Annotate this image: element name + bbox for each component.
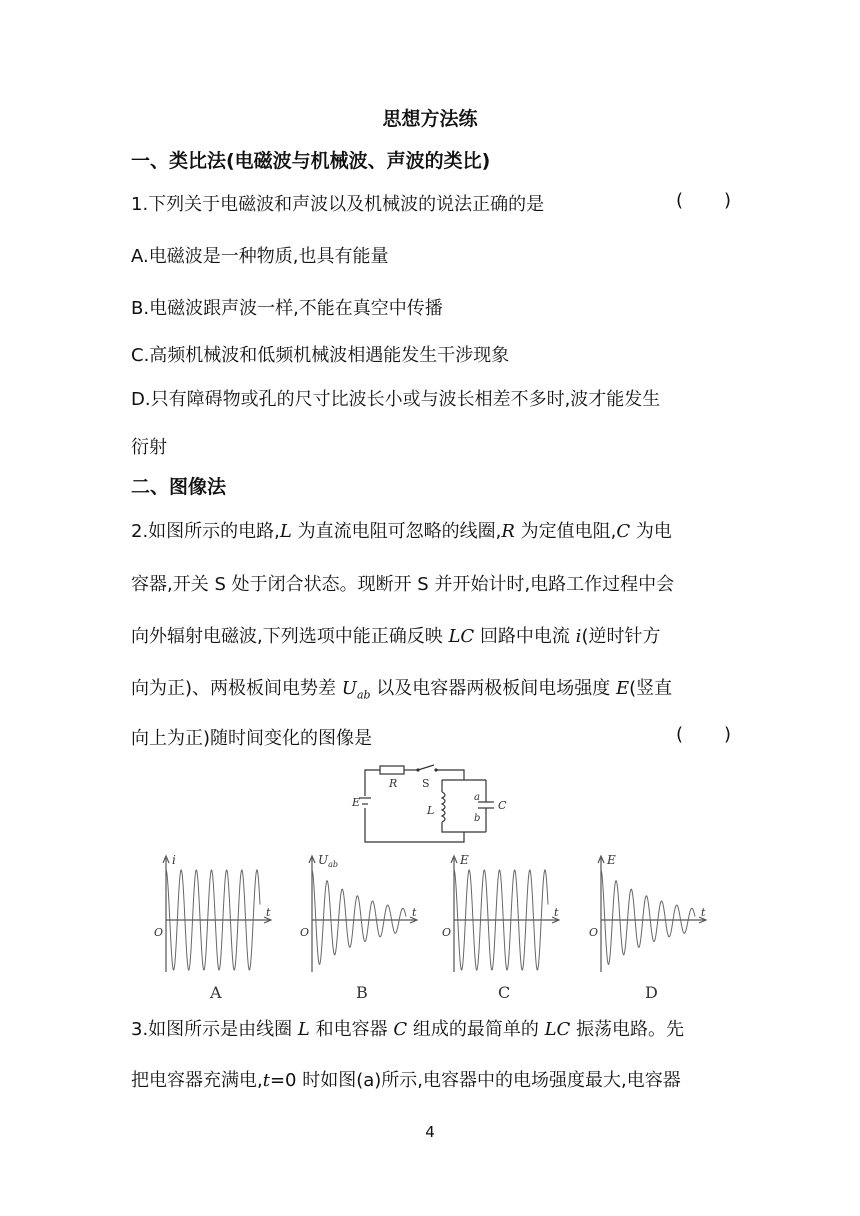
lc-circuit-diagram	[340, 762, 520, 852]
question-2-line-4: 向为正)、两极板间电势差 $U_{ab}$ 以及电容器两极板间电场强度 E(竖直	[131, 678, 673, 702]
x-axis-label: t	[412, 906, 417, 919]
page-title: 思想方法练	[382, 108, 478, 130]
question-2-line-2: 容器,开关 S 处于闭合状态。现断开 S 并开始计时,电路工作过程中会	[131, 574, 675, 595]
question-2-line-3: 向外辐射电磁波,下列选项中能正确反映 LC 回路中电流 i(逆时针方	[131, 626, 661, 647]
question-1-stem: 1.下列关于电磁波和声波以及机械波的说法正确的是	[131, 194, 545, 215]
question-2-line-1: 2.如图所示的电路,L 为直流电阻可忽略的线圈,R 为定值电阻,C 为电	[131, 521, 672, 542]
section-heading-analogy: 一、类比法(电磁波与机械波、声波的类比)	[131, 150, 491, 172]
origin-label: O	[300, 926, 310, 939]
section-heading-graph: 二、图像法	[131, 476, 227, 498]
circuit-label-l: L	[427, 804, 435, 817]
answer-bracket-q1: ( )	[676, 190, 732, 211]
q1-option-a: A.电磁波是一种物质,也具有能量	[131, 246, 389, 267]
y-axis-label-subscript: ab	[328, 860, 339, 869]
option-letter: B	[356, 983, 368, 1000]
waveform-curve	[601, 870, 695, 964]
x-axis-label: t	[266, 906, 271, 919]
origin-label: O	[589, 926, 599, 939]
question-3-line-1: 3.如图所示是由线圈 L 和电容器 C 组成的最简单的 LC 振荡电路。先	[131, 1019, 685, 1040]
option-graph-b	[298, 850, 428, 1000]
option-graph-a	[152, 850, 282, 1000]
q1-option-d: D.只有障碍物或孔的尺寸比波长小或与波长相差不多时,波才能发生	[131, 389, 661, 410]
option-graph-c	[440, 850, 570, 1000]
origin-label: O	[154, 926, 164, 939]
question-3-line-2: 把电容器充满电,t=0 时如图(a)所示,电容器中的电场强度最大,电容器	[131, 1070, 681, 1091]
x-axis-label: t	[554, 906, 559, 919]
circuit-label-a: a	[474, 792, 480, 803]
origin-label: O	[442, 926, 452, 939]
y-axis-label: $U_{ab}$	[318, 853, 339, 869]
y-axis-label: E	[607, 853, 616, 867]
option-letter: A	[210, 983, 222, 1000]
y-axis-label: i	[172, 853, 176, 867]
circuit-label-b: b	[474, 813, 481, 824]
option-graph-d	[587, 850, 717, 1000]
circuit-label-e: E	[352, 796, 361, 809]
circuit-label-c: C	[498, 799, 507, 812]
q1-option-b: B.电磁波跟声波一样,不能在真空中传播	[131, 298, 443, 319]
circuit-label-s: S	[422, 777, 430, 790]
option-letter: D	[645, 983, 658, 1000]
option-letter: C	[498, 983, 511, 1000]
q1-option-c: C.高频机械波和低频机械波相遇能发生干涉现象	[131, 345, 510, 366]
waveform-curve	[312, 870, 406, 964]
question-2-line-5: 向上为正)随时间变化的图像是	[131, 728, 373, 749]
page-number: 4	[425, 1123, 435, 1141]
q1-option-d-cont: 衍射	[131, 437, 167, 458]
answer-bracket-q2: ( )	[676, 724, 732, 745]
circuit-label-r: R	[389, 777, 398, 790]
x-axis-label: t	[701, 906, 706, 919]
y-axis-label: E	[460, 853, 469, 867]
